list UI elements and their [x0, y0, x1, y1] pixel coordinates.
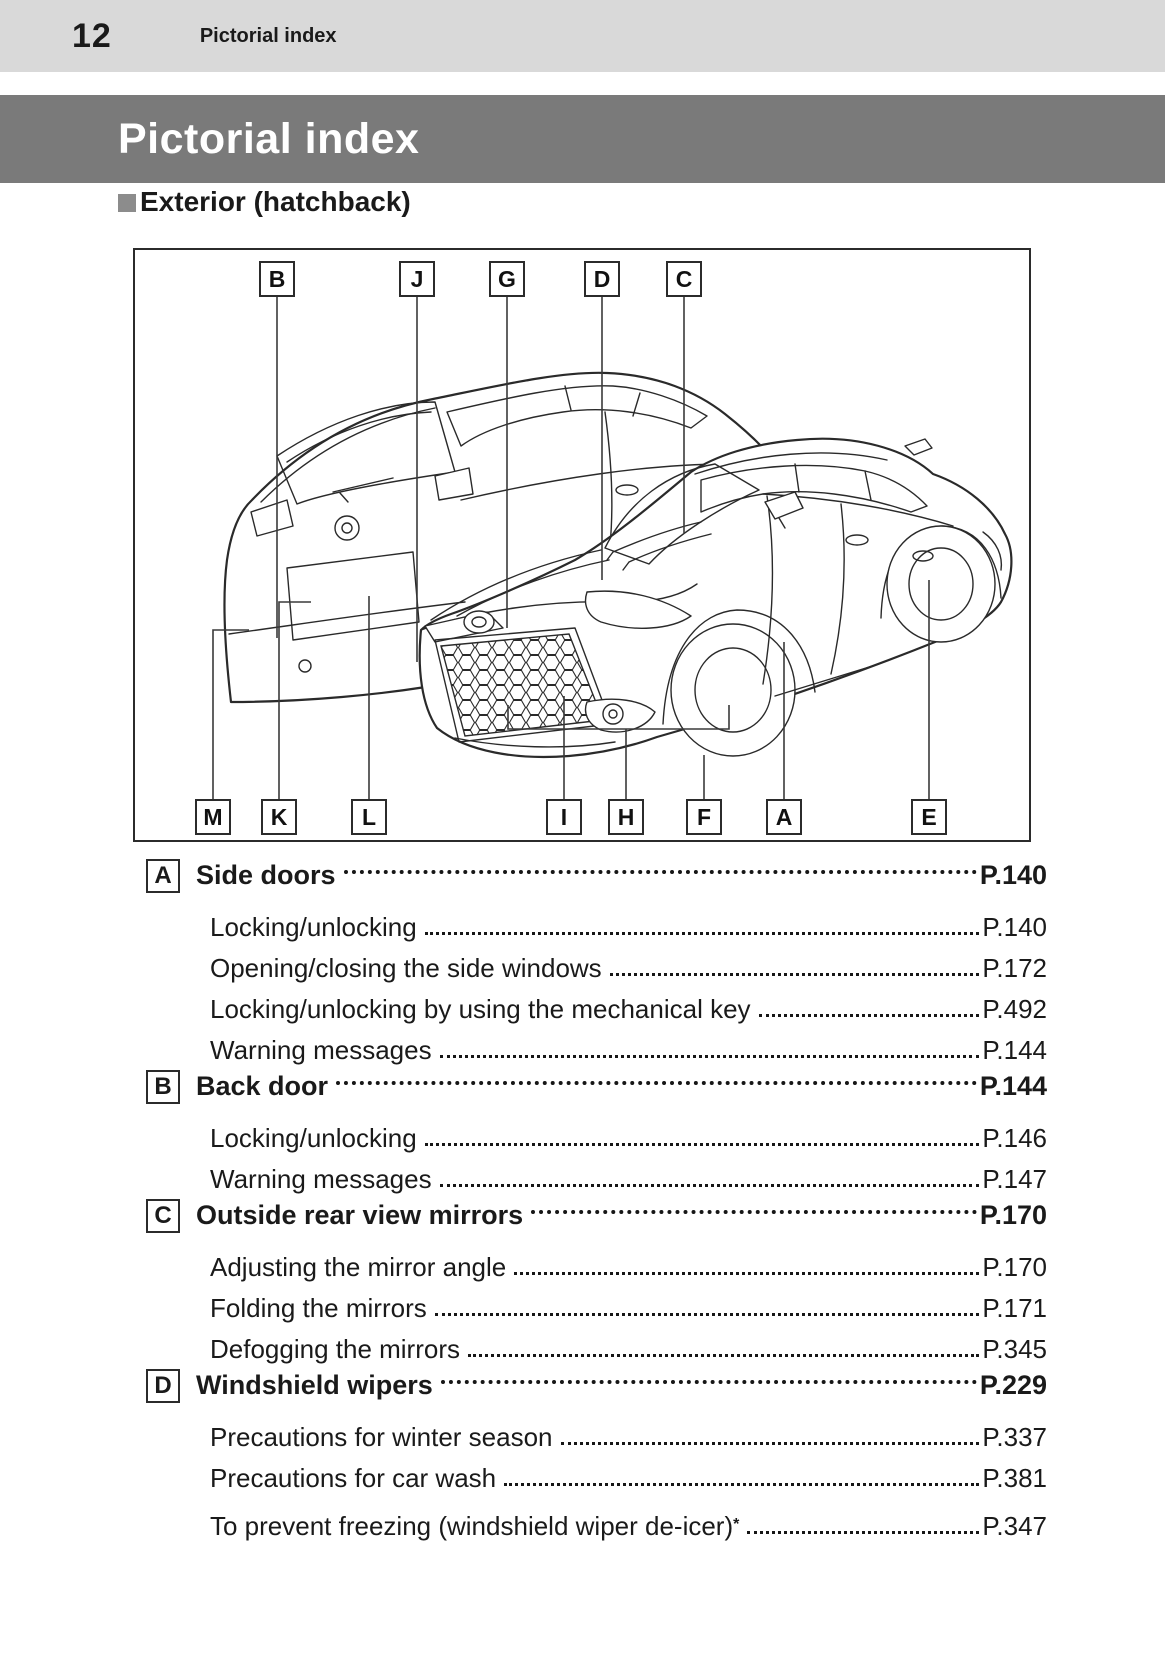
index-subentry-label: Locking/unlocking — [210, 1123, 417, 1153]
index-subentry-page: P.171 — [982, 1293, 1047, 1323]
index-subentry-label: Adjusting the mirror angle — [210, 1252, 507, 1282]
diagram-label: L — [361, 804, 377, 830]
shark-fin-antenna — [905, 439, 932, 455]
index-entry — [146, 853, 1047, 899]
index-subentry — [146, 1151, 1047, 1192]
index-subentry — [146, 1409, 1047, 1450]
index-subentry-page: P.381 — [982, 1463, 1047, 1493]
diagram-label: A — [775, 804, 793, 830]
index-entry-page: P.170 — [979, 1199, 1047, 1230]
index-subentry — [146, 940, 1047, 981]
dotted-leader — [468, 1354, 979, 1357]
section-heading — [118, 186, 411, 218]
dotted-leader — [336, 1081, 977, 1085]
dotted-leader — [610, 973, 980, 976]
dotted-leader — [441, 1380, 977, 1384]
index-subentry-label: Warning messages — [210, 1035, 432, 1065]
page-header-title: Pictorial index — [199, 24, 337, 47]
dotted-leader — [440, 1055, 980, 1058]
diagram-label: G — [498, 266, 516, 292]
index-subentry — [146, 1239, 1047, 1280]
index-subentry-page: P.492 — [982, 994, 1047, 1024]
index-subentry-label: Locking/unlocking by using the mechanical key — [210, 994, 751, 1024]
index-subentry-page: P.345 — [982, 1334, 1047, 1364]
index-subentry-page: P.146 — [982, 1123, 1047, 1153]
chapter-banner-title: Pictorial index — [118, 114, 420, 163]
dotted-leader — [344, 870, 977, 874]
exterior-diagram — [133, 248, 1031, 842]
index-subentry-page: P.170 — [982, 1252, 1047, 1282]
front-emblem — [464, 611, 494, 633]
index-entry-page: P.144 — [979, 1070, 1047, 1101]
index-entry — [146, 1064, 1047, 1110]
index-subentry — [146, 981, 1047, 1022]
index-subentry-page: P.144 — [982, 1035, 1047, 1065]
index-subentry — [146, 1280, 1047, 1321]
diagram-key-letter: A — [146, 859, 180, 893]
diagram-label: C — [675, 266, 693, 292]
index-subentry — [146, 1321, 1047, 1362]
square-bullet-icon — [118, 194, 136, 212]
index-subentry — [146, 1110, 1047, 1151]
index-entry-page: P.229 — [979, 1369, 1047, 1400]
index-subentry-label: Precautions for car wash — [210, 1463, 497, 1493]
page-header — [0, 0, 1165, 72]
index-subentry — [146, 1498, 1047, 1539]
footnote-asterisk: * — [733, 1516, 740, 1533]
index-entry-title: Back door — [196, 1070, 329, 1101]
dotted-leader — [425, 1143, 980, 1146]
index-list — [146, 852, 1047, 1539]
diagram-label: J — [410, 266, 424, 292]
index-subentry-label: Locking/unlocking — [210, 912, 417, 942]
dotted-leader — [514, 1272, 979, 1275]
diagram-key-letter: D — [146, 1369, 180, 1403]
diagram-label: M — [203, 804, 223, 830]
index-entry-title: Side doors — [196, 859, 336, 890]
page-number: 12 — [72, 16, 112, 55]
index-subentry-label: Folding the mirrors — [210, 1293, 427, 1323]
index-subentry — [146, 1022, 1047, 1063]
dotted-leader — [425, 932, 980, 935]
dotted-leader — [440, 1184, 980, 1187]
index-entry-page: P.140 — [979, 859, 1047, 890]
diagram-label: K — [270, 804, 288, 830]
chapter-banner — [0, 95, 1165, 183]
dotted-leader — [759, 1014, 980, 1017]
index-subentry-page: P.147 — [982, 1164, 1047, 1194]
diagram-label: H — [617, 804, 635, 830]
section-title: Exterior (hatchback) — [140, 186, 411, 217]
index-entry-title: Outside rear view mirrors — [196, 1199, 524, 1230]
index-entry-title: Windshield wipers — [196, 1369, 433, 1400]
index-subentry-page: P.337 — [982, 1422, 1047, 1452]
index-subentry-label: Precautions for winter season — [210, 1422, 553, 1452]
dotted-leader — [747, 1531, 979, 1534]
car-line-art — [135, 250, 1029, 840]
index-subentry-label: Opening/closing the side windows — [210, 953, 602, 983]
diagram-label: E — [921, 804, 937, 830]
diagram-key-letter: C — [146, 1199, 180, 1233]
index-subentry — [146, 899, 1047, 940]
index-entry — [146, 1193, 1047, 1239]
index-subentry-label: Warning messages — [210, 1164, 432, 1194]
diagram-key-letter: B — [146, 1070, 180, 1104]
index-entry — [146, 1363, 1047, 1409]
index-subentry-page: P.172 — [982, 953, 1047, 983]
diagram-label: F — [696, 804, 712, 830]
diagram-label: I — [560, 804, 568, 830]
index-subentry-page: P.347 — [982, 1511, 1047, 1541]
dotted-leader — [561, 1442, 980, 1445]
index-subentry-page: P.140 — [982, 912, 1047, 942]
index-subentry — [146, 1450, 1047, 1491]
index-subentry-label: Defogging the mirrors — [210, 1334, 460, 1364]
diagram-label: B — [268, 266, 286, 292]
diagram-label: D — [593, 266, 611, 292]
dotted-leader — [531, 1210, 977, 1214]
dotted-leader — [435, 1313, 980, 1316]
dotted-leader — [504, 1483, 979, 1486]
index-subentry-label: To prevent freezing (windshield wiper de-icer)* — [210, 1511, 740, 1541]
